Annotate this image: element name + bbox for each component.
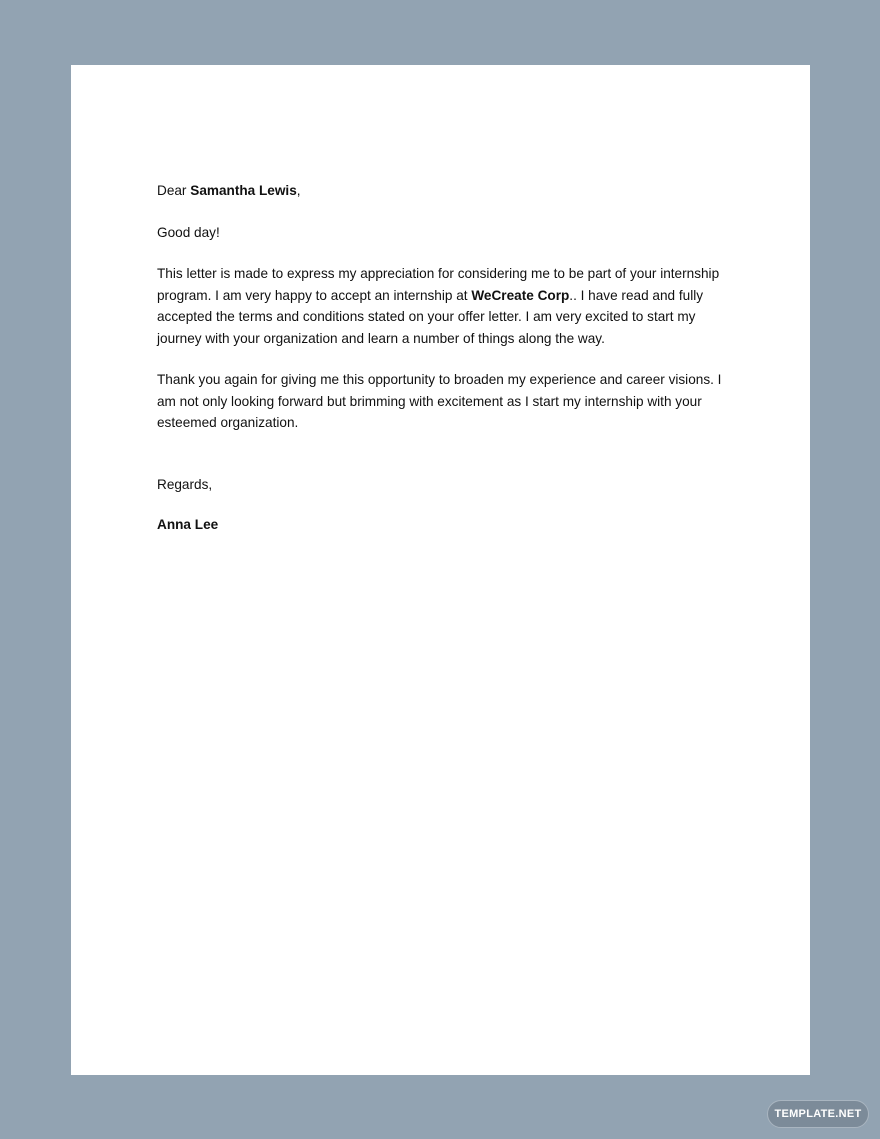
recipient-name: Samantha Lewis bbox=[190, 183, 297, 198]
paragraph-acceptance bbox=[157, 263, 732, 349]
template-net-watermark bbox=[767, 1100, 869, 1128]
watermark-label: TEMPLATE.NET bbox=[774, 1108, 862, 1120]
salutation bbox=[157, 180, 732, 202]
salutation-prefix: Dear bbox=[157, 183, 191, 198]
letter-page bbox=[71, 65, 810, 1075]
closing: Regards, bbox=[157, 476, 213, 492]
greeting: Good day! bbox=[157, 224, 220, 240]
paragraph-acceptance-part2: .. I have read and fully accepted the terms and conditions stated on your offer letter. I am very excited to start my journey with your organization and learn a number of things along the way. bbox=[157, 287, 704, 346]
salutation-suffix: , bbox=[296, 183, 301, 198]
paragraph-thanks: Thank you again for giving me this opportunity to broaden my experience and career visions. I am not only looking forward but brimming with excitement as I start my internship with your esteemed organization. bbox=[157, 372, 722, 430]
signature-name: Anna Lee bbox=[157, 517, 219, 532]
company-name: WeCreate Corp bbox=[471, 287, 570, 303]
letter-body bbox=[157, 180, 732, 536]
paragraph-acceptance-part1: This letter is made to express my appreciation for considering me to be part of your internship program. I am very happy to accept an internship at bbox=[157, 266, 720, 303]
